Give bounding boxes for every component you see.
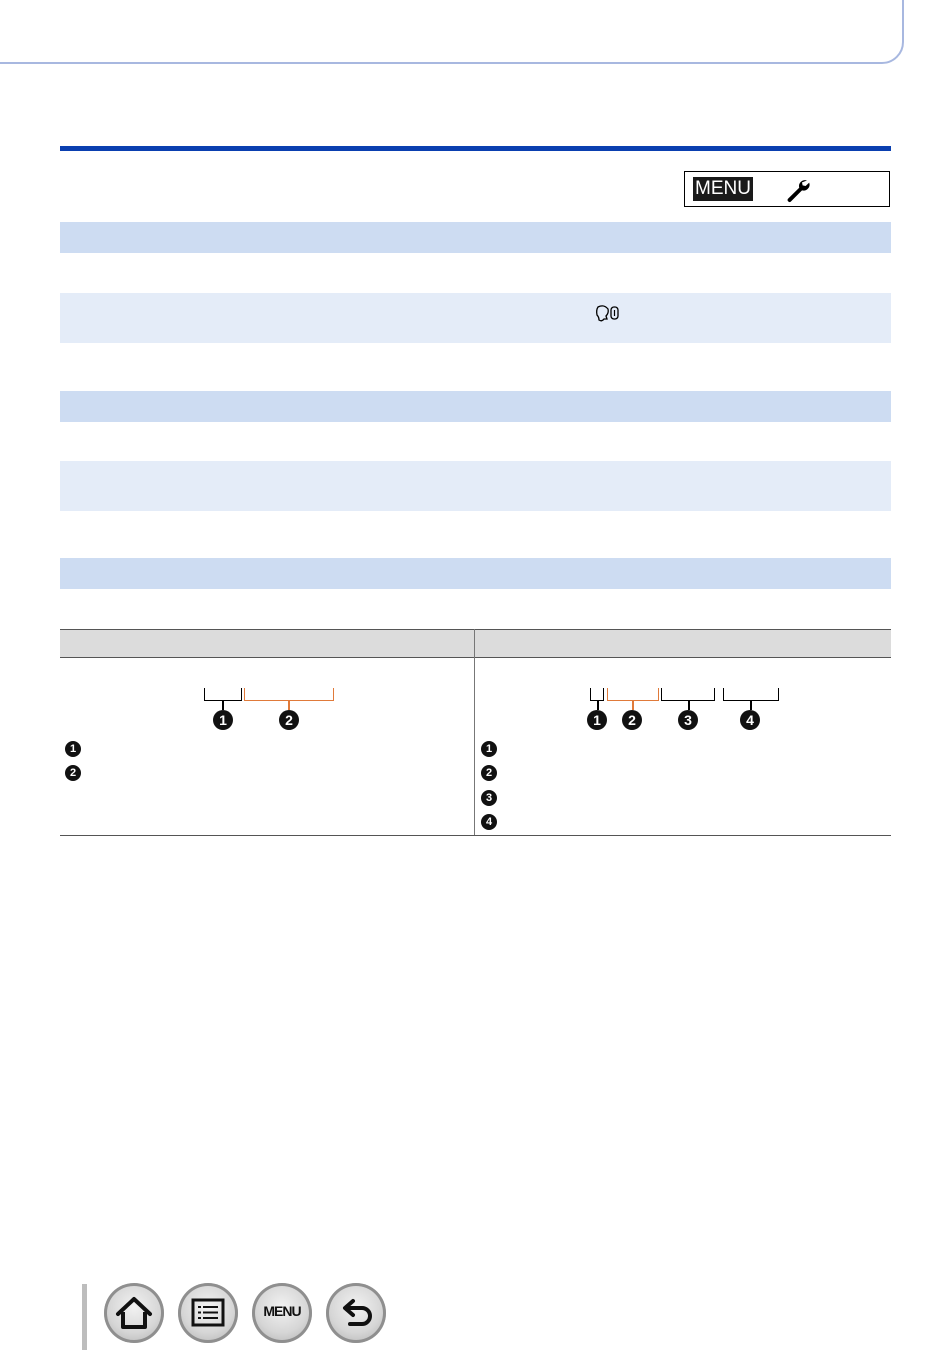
menu-badge: MENU <box>693 177 753 201</box>
stem-r3 <box>688 700 690 710</box>
back-button[interactable] <box>326 1283 386 1343</box>
stem-2 <box>288 700 290 710</box>
legend-callout-2: 2 <box>65 765 81 781</box>
stem-1 <box>222 700 224 710</box>
footer-divider <box>82 1284 87 1350</box>
menu-button-label: MENU <box>263 1303 301 1319</box>
section-header-band-1 <box>60 222 891 253</box>
legend-callout-r4: 4 <box>481 814 497 830</box>
table-header-left <box>60 629 474 658</box>
home-icon <box>104 1283 164 1343</box>
section-header-band-2 <box>60 391 891 422</box>
callout-r1: 1 <box>587 710 607 730</box>
table-bottom-rule <box>60 835 891 836</box>
list-icon <box>178 1283 238 1343</box>
home-button[interactable] <box>104 1283 164 1343</box>
legend-callout-r2: 2 <box>481 765 497 781</box>
stem-r1 <box>597 700 599 710</box>
callout-2: 2 <box>279 710 299 730</box>
menu-button[interactable] <box>252 1283 312 1343</box>
contents-button[interactable] <box>178 1283 238 1343</box>
legend-callout-r3: 3 <box>481 790 497 806</box>
callout-r4: 4 <box>740 710 760 730</box>
callout-r3: 3 <box>678 710 698 730</box>
callout-1: 1 <box>213 710 233 730</box>
stem-r4 <box>750 700 752 710</box>
setting-row-band-1 <box>60 293 891 343</box>
table-column-divider <box>474 629 475 836</box>
legend-callout-1: 1 <box>65 741 81 757</box>
callout-r2: 2 <box>622 710 642 730</box>
menu-path-indicator <box>684 171 890 207</box>
back-arrow-icon <box>326 1283 386 1343</box>
title-rule <box>60 146 891 151</box>
table-header-right <box>475 629 891 658</box>
section-header-band-3 <box>60 558 891 589</box>
page-header-frame <box>0 0 904 64</box>
legend-callout-r1: 1 <box>481 741 497 757</box>
setting-row-band-2 <box>60 461 891 511</box>
wrench-icon <box>783 176 811 204</box>
stem-r2 <box>632 700 634 710</box>
face-recognition-icon <box>594 303 622 325</box>
